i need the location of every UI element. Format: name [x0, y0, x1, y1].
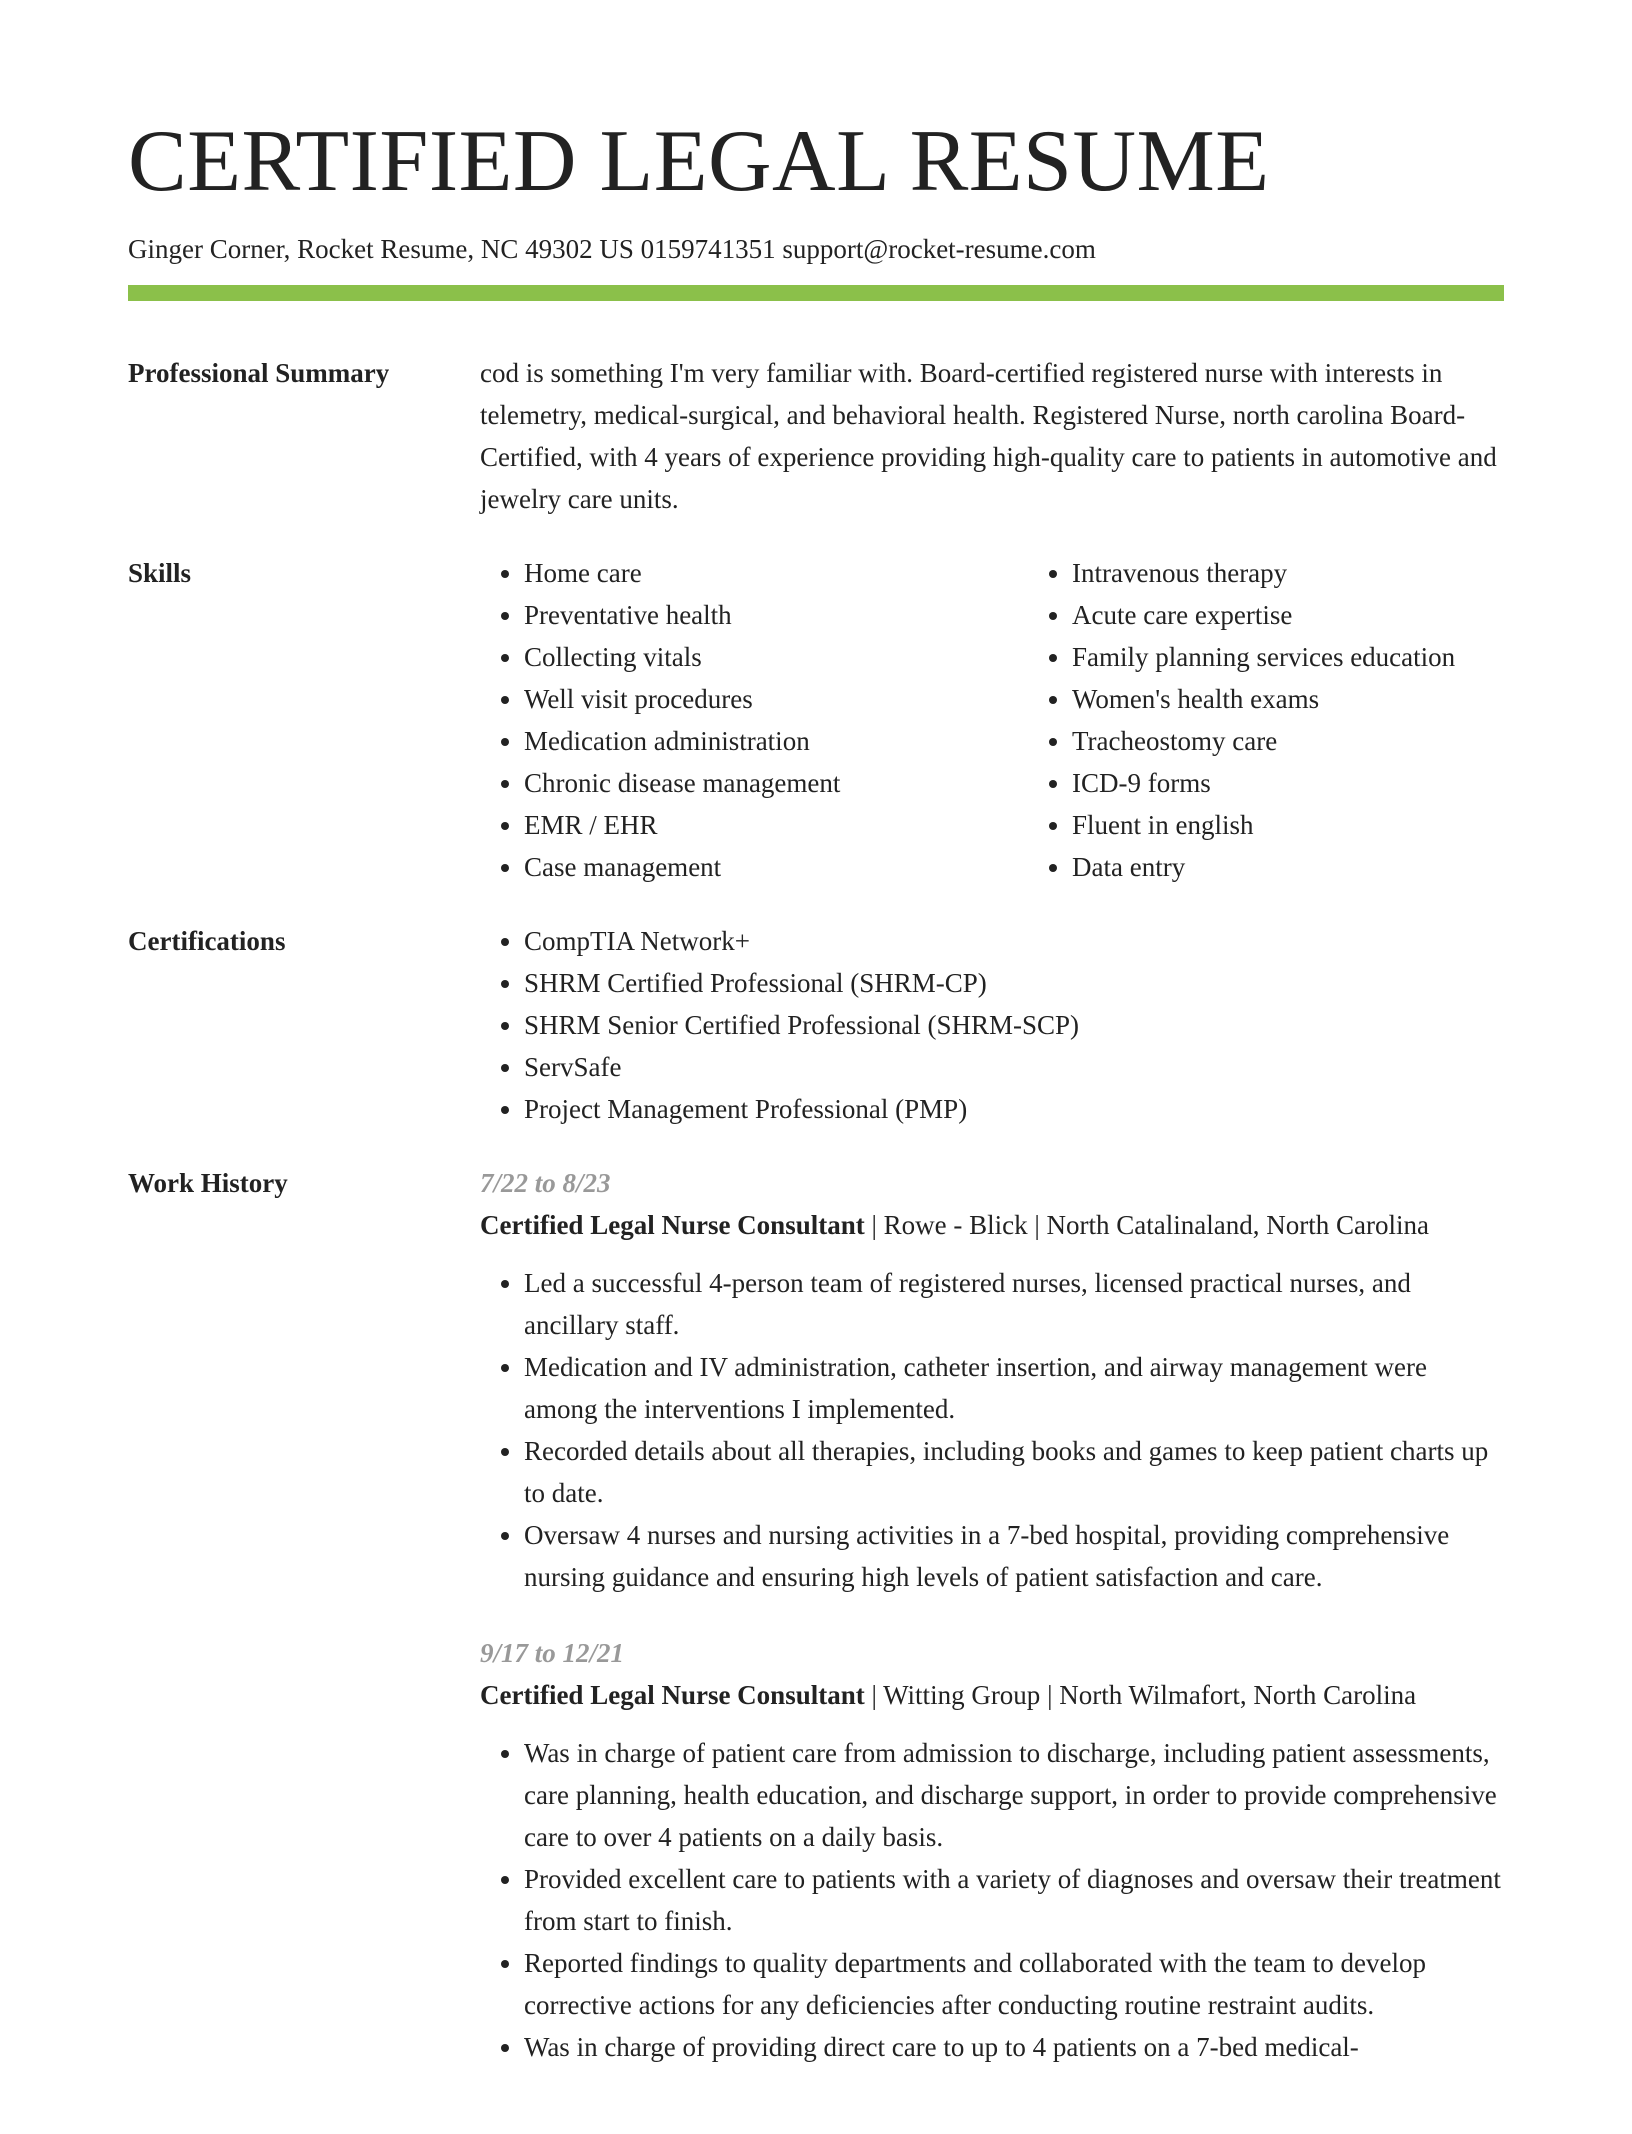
summary-heading: Professional Summary [128, 358, 390, 388]
skills-section [128, 552, 1504, 888]
certifications-list [480, 920, 1504, 1130]
skills-list-right [1028, 552, 1504, 888]
job-title-line [480, 1204, 1504, 1246]
skill-item: • Home care [524, 552, 1028, 594]
job-company: | Witting Group [865, 1680, 1041, 1710]
job-location: | North Catalinaland, North Carolina [1028, 1210, 1429, 1240]
job-dates: 7/22 to 8/23 [480, 1168, 611, 1198]
certification-item: • Project Management Professional (PMP) [524, 1088, 1504, 1130]
skill-item: • Acute care expertise [1072, 594, 1504, 636]
job-title: Certified Legal Nurse Consultant [480, 1680, 865, 1710]
job-bullet: • Reported findings to quality departments and collaborated with the team to develop corrective actions for any deficiencies after conducting routine restraint audits. [524, 1942, 1504, 2026]
skill-item: • EMR / EHR [524, 804, 1028, 846]
job-entry [480, 1632, 1504, 2068]
skills-heading: Skills [128, 558, 192, 588]
certifications-body [480, 920, 1504, 1130]
skill-item: • Chronic disease management [524, 762, 1028, 804]
certifications-heading: Certifications [128, 926, 286, 956]
job-bullet: • Recorded details about all therapies, including books and games to keep patient charts up to date. [524, 1430, 1504, 1514]
work-history-body [480, 1162, 1504, 2102]
skill-item: • Intravenous therapy [1072, 552, 1504, 594]
certification-item: • SHRM Senior Certified Professional (SHRM-SCP) [524, 1004, 1504, 1046]
contact-email: support@rocket-resume.com [782, 234, 1096, 264]
job-bullets [480, 1732, 1504, 2068]
job-bullet: • Medication and IV administration, catheter insertion, and airway management were among the interventions I implemented. [524, 1346, 1504, 1430]
skill-item: • Tracheostomy care [1072, 720, 1504, 762]
skill-item: • Data entry [1072, 846, 1504, 888]
skill-item: • Well visit procedures [524, 678, 1028, 720]
skill-item: • Medication administration [524, 720, 1028, 762]
summary-body [480, 352, 1504, 520]
job-location: | North Wilmafort, North Carolina [1040, 1680, 1416, 1710]
skill-item: • ICD-9 forms [1072, 762, 1504, 804]
skills-grid [480, 552, 1504, 888]
work-history-section [128, 1162, 1504, 2102]
certification-item: • SHRM Certified Professional (SHRM-CP) [524, 962, 1504, 1004]
certification-item: • CompTIA Network+ [524, 920, 1504, 962]
job-bullets [480, 1262, 1504, 1598]
resume-title: CERTIFIED LEGAL RESUME [128, 113, 1270, 210]
summary-section [128, 352, 1504, 520]
certification-item: • ServSafe [524, 1046, 1504, 1088]
skill-item: • Case management [524, 846, 1028, 888]
skill-item: • Fluent in english [1072, 804, 1504, 846]
job-entry [480, 1162, 1504, 1598]
skill-item: • Women's health exams [1072, 678, 1504, 720]
job-bullet: • Led a successful 4-person team of registered nurses, licensed practical nurses, and ancillary staff. [524, 1262, 1504, 1346]
job-dates: 9/17 to 12/21 [480, 1638, 625, 1668]
skill-item: • Collecting vitals [524, 636, 1028, 678]
resume-content [128, 352, 1504, 2134]
header-divider [128, 285, 1504, 301]
job-title-line [480, 1674, 1504, 1716]
contact-phone: 0159741351 [640, 234, 776, 264]
work-history-heading: Work History [128, 1168, 288, 1198]
certifications-section [128, 920, 1504, 1130]
job-bullet: • Was in charge of providing direct care to up to 4 patients on a 7-bed medical- [524, 2026, 1504, 2068]
skills-list-left [480, 552, 1028, 888]
job-bullet: • Oversaw 4 nurses and nursing activities in a 7-bed hospital, providing comprehensive nursing guidance and ensuring high levels of patient satisfaction and care. [524, 1514, 1504, 1598]
job-company: | Rowe - Blick [865, 1210, 1028, 1240]
contact-line [128, 232, 1096, 266]
job-bullet: • Provided excellent care to patients with a variety of diagnoses and oversaw their treatment from start to finish. [524, 1858, 1504, 1942]
job-title: Certified Legal Nurse Consultant [480, 1210, 865, 1240]
skill-item: • Family planning services education [1072, 636, 1504, 678]
contact-address: Ginger Corner, Rocket Resume, NC 49302 US [128, 234, 634, 264]
skill-item: • Preventative health [524, 594, 1028, 636]
summary-text: cod is something I'm very familiar with. Board-certified registered nurse with interests in telemetry, medical-surgical, and behavioral health. Registered Nurse, north carolina Board-Certified, with 4 years of experience providing high-quality care to patients in automotive and jewelry care units. [480, 358, 1497, 514]
job-bullet: • Was in charge of patient care from admission to discharge, including patient assessments, care planning, health education, and discharge support, in order to provide comprehensive care to over 4 patients on a daily basis. [524, 1732, 1504, 1858]
